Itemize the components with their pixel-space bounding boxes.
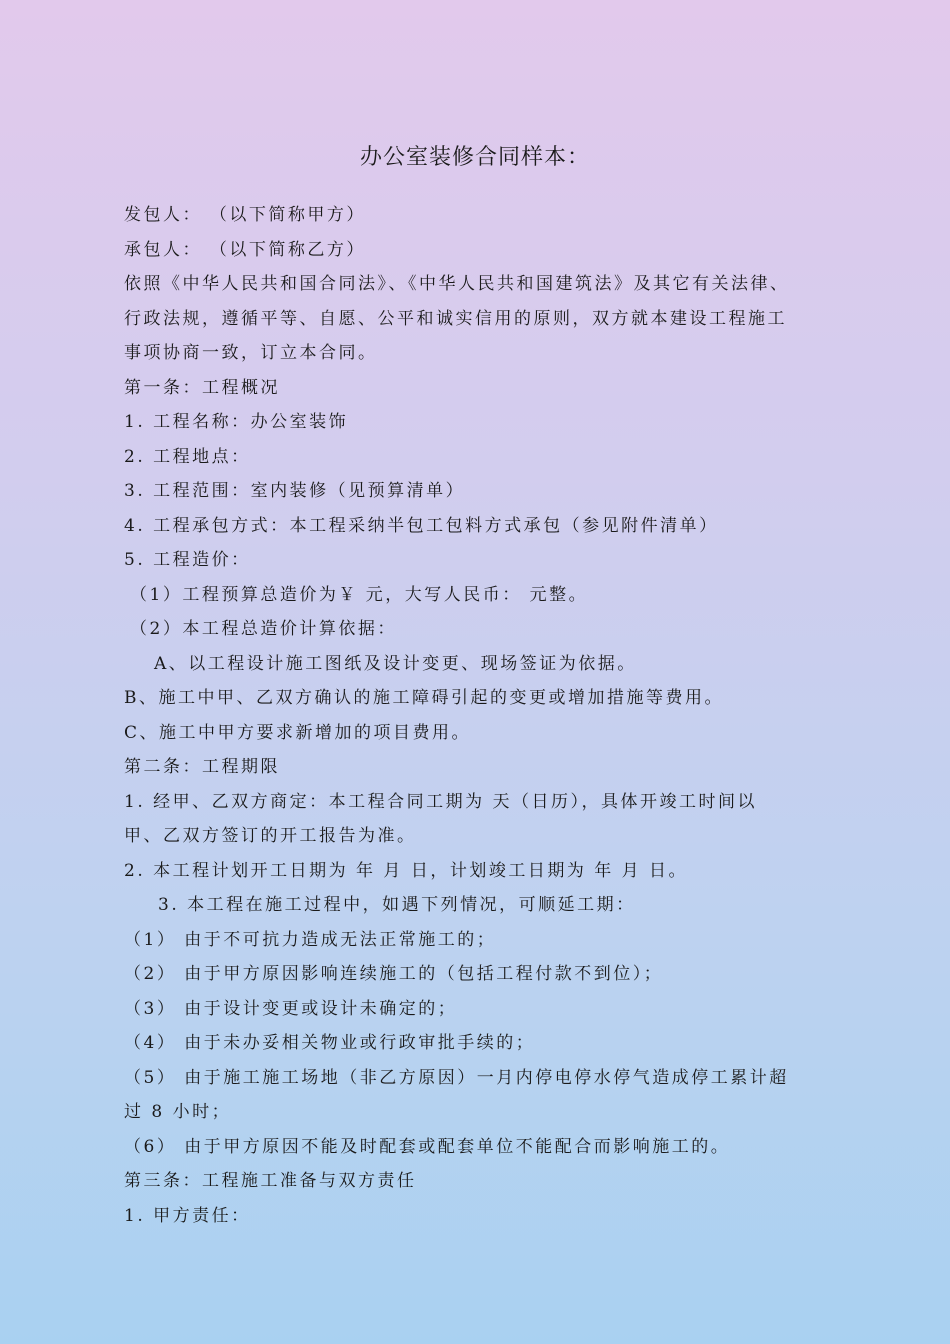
text-line: 过 8 小时； [124, 1102, 232, 1122]
text-line: （4） 由于未办妥相关物业或行政审批手续的； [124, 1033, 536, 1053]
text-line: 发包人： （以下简称甲方） [124, 205, 366, 225]
text-line: （1）工程预算总造价为￥ 元，大写人民币： 元整。 [130, 584, 589, 605]
text-line: （1） 由于不可抗力造成无法正常施工的； [124, 929, 497, 950]
text-line: 2. 工程地点： [124, 446, 251, 467]
text-line: 依照《中华人民共和国合同法》、《中华人民共和国建筑法》及其它有关法律、 [124, 274, 790, 294]
text-line: 1. 工程名称：办公室装饰 [124, 412, 349, 432]
text-line: （5） 由于施工施工场地（非乙方原因）一月内停电停水停气造成停工累计超 [124, 1067, 789, 1088]
text-line: 4. 工程承包方式：本工程采纳半包工包料方式承包（参见附件清单） [124, 515, 719, 536]
text-line: 行政法规，遵循平等、自愿、公平和诚实信用的原则，双方就本建设工程施工 [124, 308, 787, 329]
text-line: （6） 由于甲方原因不能及时配套或配套单位不能配合而影响施工的。 [124, 1136, 731, 1157]
text-line: 1. 甲方责任： [124, 1205, 251, 1226]
text-line: 5. 工程造价： [124, 550, 251, 570]
text-line: 2. 本工程计划开工日期为 年 月 日，计划竣工日期为 年 月 日。 [124, 860, 689, 881]
text-line: （2）本工程总造价计算依据： [130, 619, 397, 639]
text-line: 甲、乙双方签订的开工报告为准。 [124, 826, 417, 846]
text-line: （2） 由于甲方原因影响连续施工的（包括工程付款不到位）； [124, 964, 664, 984]
document-title: 办公室装修合同样本： [359, 145, 590, 170]
text-line: 1. 经甲、乙双方商定：本工程合同工期为 天（日历），具体开竣工时间以 [124, 791, 758, 812]
text-line: A、以工程设计施工图纸及设计变更、现场签证为依据。 [154, 653, 637, 674]
section-heading: 第二条：工程期限 [124, 757, 280, 777]
section-heading: 第三条：工程施工准备与双方责任 [124, 1171, 417, 1191]
text-line: B、施工中甲、乙双方确认的施工障碍引起的变更或增加措施等费用。 [124, 688, 724, 708]
text-line: 3. 本工程在施工过程中，如遇下列情况，可顺延工期： [158, 895, 636, 915]
document-body [124, 198, 844, 1233]
section-heading: 第一条：工程概况 [124, 377, 280, 398]
text-line: 承包人： （以下简称乙方） [124, 239, 366, 260]
text-line: （3） 由于设计变更或设计未确定的； [124, 998, 458, 1019]
text-line: C、施工中甲方要求新增加的项目费用。 [124, 722, 472, 743]
text-line: 3. 工程范围：室内装修（见预算清单） [124, 481, 466, 501]
text-line: 事项协商一致，订立本合同。 [124, 343, 378, 363]
